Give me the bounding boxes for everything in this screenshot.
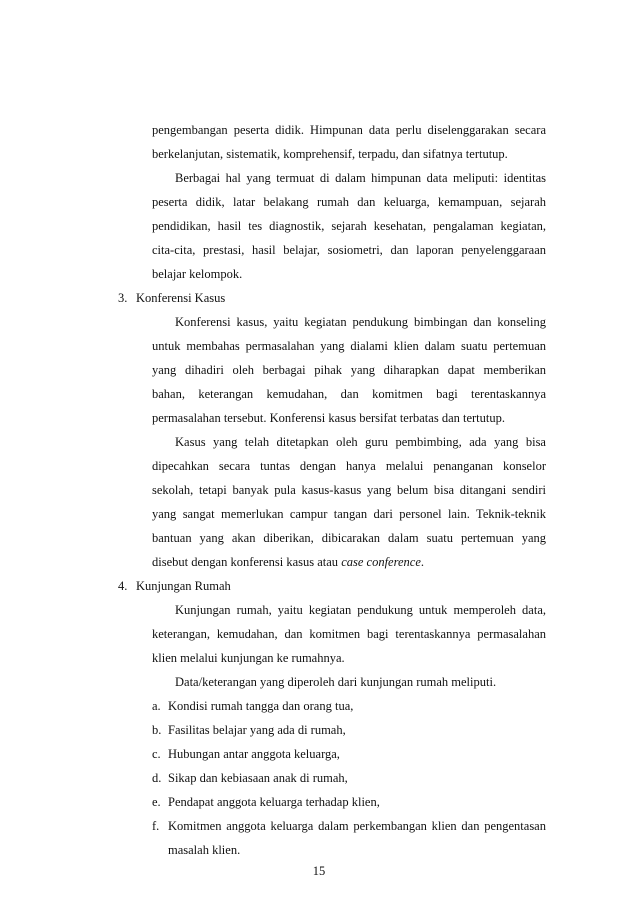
paragraph-line: berkelanjutan, sistematik, komprehensif, terpadu, dan sifatnya tertutup. [152,147,508,161]
paragraph-line: yang dihadiri oleh berbagai pihak yang diharapkan dapat memberikan [152,363,546,377]
paragraph-line: Kasus yang telah ditetapkan oleh guru pembimbing, ada yang bisa [175,435,546,449]
paragraph-line: permasalahan tersebut. Konferensi kasus bersifat terbatas dan tertutup. [152,411,505,425]
italic-term: case conference [341,555,421,569]
paragraph-line: Data/keterangan yang diperoleh dari kunjungan rumah meliputi. [175,675,497,689]
list-item: Hubungan antar anggota keluarga, [168,747,340,761]
text-run: disebut dengan konferensi kasus atau [152,555,342,569]
list-marker: b. [152,723,162,737]
section-number: 4. [118,579,128,593]
list-item: Fasilitas belajar yang ada di rumah, [168,723,346,737]
paragraph-line: belajar kelompok. [152,267,243,281]
list-marker: d. [152,771,162,785]
paragraph-line: bantuan yang akan diberikan, dibicarakan dalam suatu pertemuan yang [152,531,546,545]
paragraph-line: klien melalui kunjungan ke rumahnya. [152,651,345,665]
list-marker: c. [152,747,161,761]
section-heading: Kunjungan Rumah [136,579,231,593]
list-item: Sikap dan kebiasaan anak di rumah, [168,771,348,785]
list-marker: e. [152,795,161,809]
paragraph-line: Kunjungan rumah, yaitu kegiatan pendukung untuk memperoleh data, [175,603,546,617]
list-marker: a. [152,699,161,713]
paragraph-line: sekolah, tetapi banyak pula kasus-kasus yang belum bisa ditangani sendiri [152,483,546,497]
section-heading: Konferensi Kasus [136,291,226,305]
paragraph-line: dipecahkan secara tuntas dengan hanya melalui penanganan konselor [152,459,546,473]
paragraph-line: peserta didik, latar belakang rumah dan keluarga, kemampuan, sejarah [152,195,546,209]
paragraph-line: cita-cita, prestasi, hasil belajar, sosiometri, dan laporan penyelenggaraan [152,243,546,257]
paragraph-line: Berbagai hal yang termuat di dalam himpunan data meliputi: identitas [175,171,546,185]
section-number: 3. [118,291,128,305]
paragraph-line: untuk membahas permasalahan yang dialami klien dalam suatu pertemuan [152,339,546,353]
paragraph-line: yang sangat memerlukan campur tangan dari personel lain. Teknik-teknik [152,507,546,521]
list-item: Kondisi rumah tangga dan orang tua, [168,699,354,713]
list-item: Pendapat anggota keluarga terhadap klien, [168,795,380,809]
paragraph-line: keterangan, kemudahan, dan komitmen bagi terentaskannya permasalahan [152,627,546,641]
list-marker: f. [152,819,160,833]
paragraph-line: pendidikan, hasil tes diagnostik, sejarah kesehatan, pengalaman kegiatan, [152,219,546,233]
list-item-continuation: masalah klien. [168,843,241,857]
list-item: Komitmen anggota keluarga dalam perkembangan klien dan pengentasan [168,819,546,833]
text-run: . [420,555,425,569]
page-number: 15 [312,864,326,878]
paragraph-line [152,554,424,570]
paragraph-line: pengembangan peserta didik. Himpunan data perlu diselenggarakan secara [152,123,546,137]
paragraph-line: bahan, keterangan kemudahan, dan komitmen bagi terentaskannya [152,387,546,401]
paragraph-line: Konferensi kasus, yaitu kegiatan pendukung bimbingan dan konseling [175,315,546,329]
